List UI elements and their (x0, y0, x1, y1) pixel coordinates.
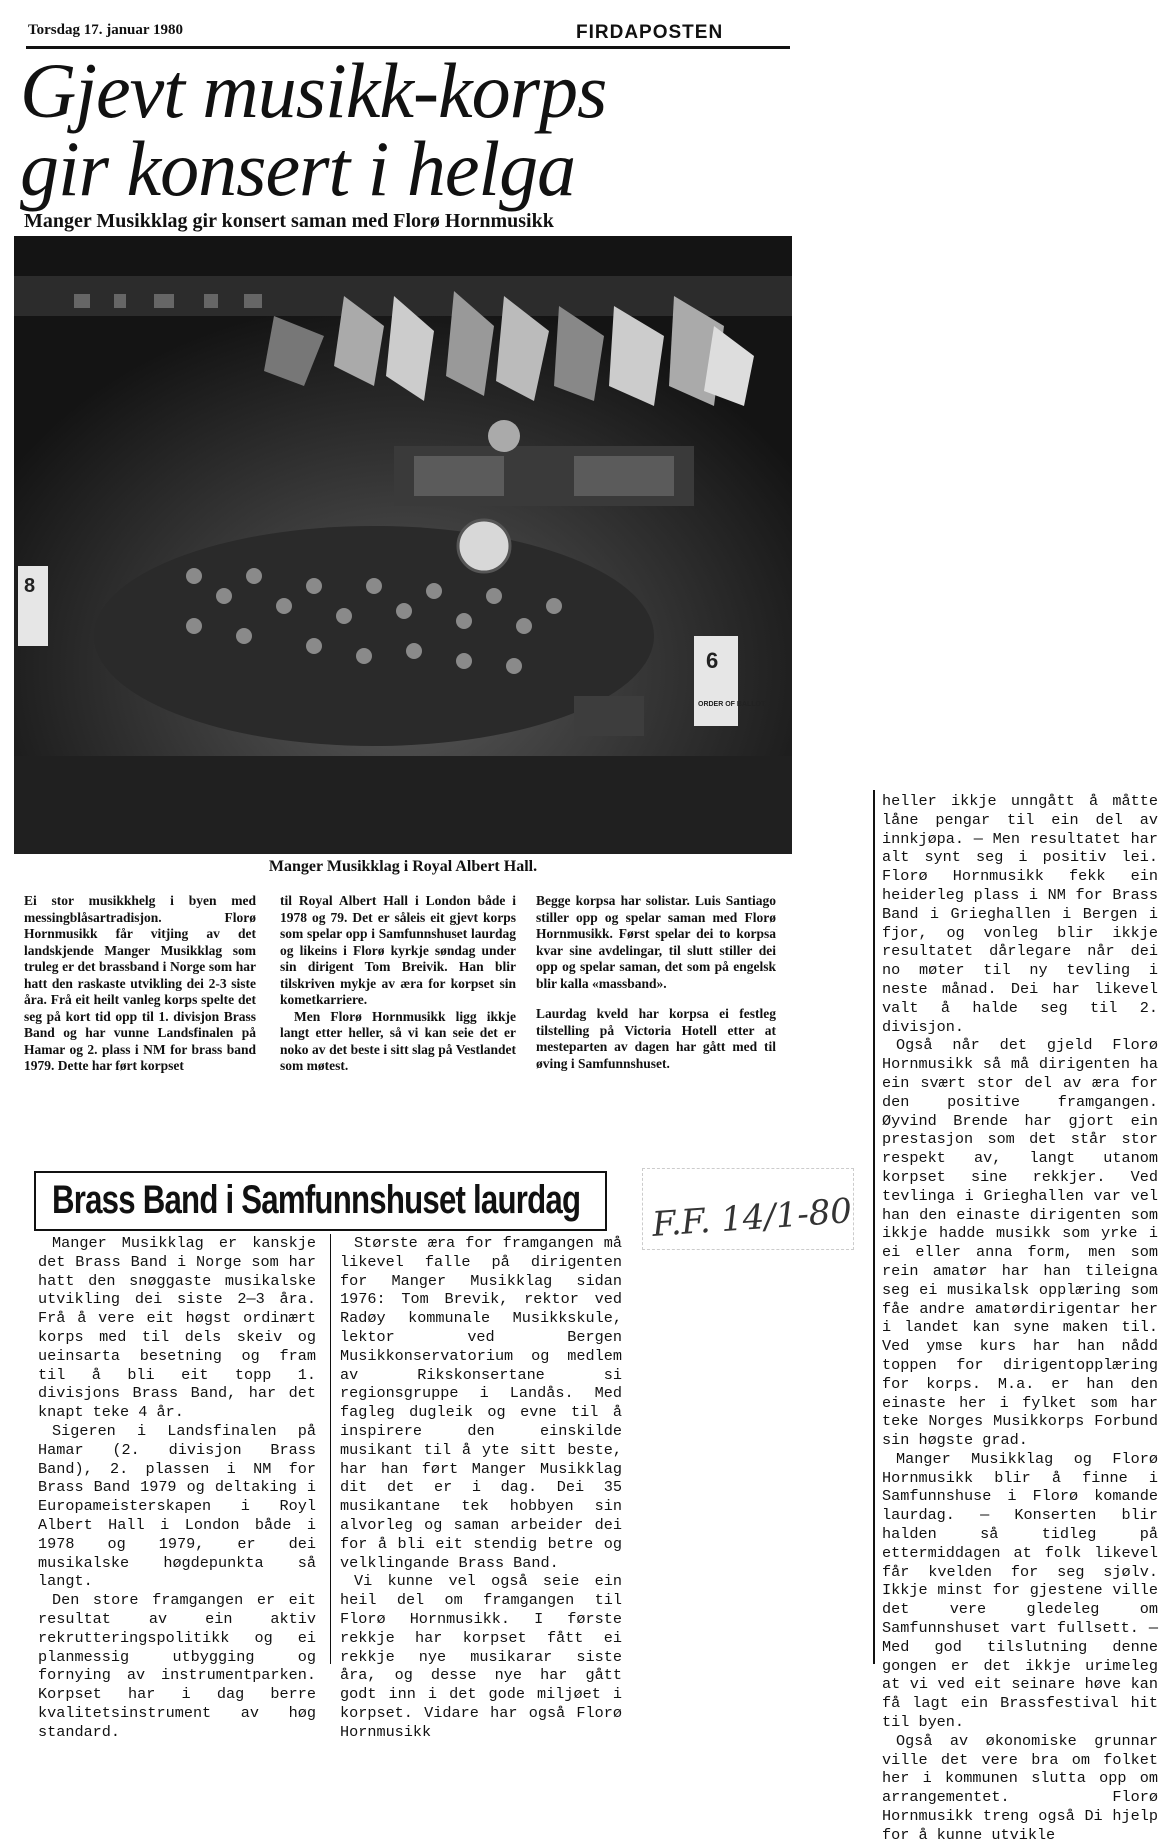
brass-paragraph: Den store framgangen er eit resultat av ein aktiv rekrutteringspolitikk og ei planmessig utbygging og fornying av instrumentparken. Korpset har i dag berre kvalitetsinstrument av høg standard. (38, 1591, 316, 1741)
bass-drum (458, 520, 510, 572)
sidebar-paragraph: Også når det gjeld Florø Hornmusikk så må dirigenten ha ein svært stor del av æra for den positive framgangen. Øyvind Brende har gjort ein prestasjon som det står stor respekt av, langt utanom korpset sine rekkjer. Ved tevlinga i Grieghallen var vel han den einaste dirigenten som ikkje hadde musikk som yrke i ei eller anna form, men som rein amatør har han tileigna seg ei musikalsk opplæring som fåe andre amatørdirigentar her i landet kan syne maken til. Ved ymse kurs har han nådd toppen for dirigentopplæring for korps. M.a. er han den einaste her i fylket som har teke Norges Musikkorps Forbund sin høgste grad. (882, 1036, 1158, 1450)
subheadline: Manger Musikklag gir konsert saman med Florø Hornmusikk (24, 210, 554, 232)
right-sign-label: ORDER OF BALLOT (698, 701, 766, 708)
photo-caption: Manger Musikklag i Royal Albert Hall. (268, 858, 538, 875)
sidebar-rule (873, 790, 875, 1664)
left-sign-number: 8 (24, 575, 36, 597)
band (94, 526, 654, 746)
podium (574, 696, 644, 736)
brass-article-title: Brass Band i Samfunnshuset laurdag (52, 1178, 581, 1222)
brass-paragraph: Manger Musikklag er kanskje det Brass Band i Norge som har hatt den snøggaste musikalske utvikling dei siste 2—3 åra. Frå å vere eit høgst ordinært korps med til dels skeiv og ueinsarta besetning og fram til å bli eit topp 1. divisjons Brass Band, har det knapt teke 4 år. (38, 1234, 316, 1422)
article-column-2 (280, 893, 516, 1075)
headline (20, 47, 800, 212)
concert-photo (14, 236, 792, 854)
article-column-1 (24, 893, 256, 1075)
brass-paragraph: Sigeren i Landsfinalen på Hamar (2. divisjon Brass Band), 2. plassen i NM for Brass Band 1979 og deltaking i Europameisterskapen i Royl Albert Hall i London både i 1978 og 1979, er dei musikalske høgdepunkta så langt. (38, 1421, 316, 1591)
stage-light (488, 420, 520, 452)
article-paragraph: til Royal Albert Hall i London både i 1978 og 79. Det er såleis eit gjevt korps som spelar opp i Samfunnshuset laurdag og likeins i Florø kyrkje søndag under sin dirigent Tom Breivik. Han blir tilskriven mykje av æra for korpset sin kometkarriere. (280, 893, 516, 1007)
newspaper-name: FIRDAPOSTEN (576, 22, 724, 43)
hall-floor (14, 756, 792, 854)
article-paragraph: Ei stor musikkhelg i byen med messingblåsartradisjon. Florø Hornmusikk får vitjing av det landskjende Manger Musikklag som truleg er det brassband i Norge som har hatt den raskaste utvikling dei 2-3 siste åra. Frå eit heilt vanleg korps spelte det seg på kort tid opp til 1. divisjon Brass Band og har vunne Landsfinalen på Hamar og 2. plass i NM for brass band 1979. Dette har ført korpset (24, 893, 256, 1073)
brass-paragraph: Vi kunne vel også seie ein heil del om framgangen til Florø Hornmusikk. I første rekkje har korpset fått ei rekkje nye musikarar siste åra, og desse nye har gått godt inn i det gode miljøet i korpset. Vidare har også Florø Hornmusikk (340, 1572, 622, 1741)
article-paragraph: Laurdag kveld har korpsa ei festleg tilstelling på Victoria Hotell etter at mesteparten av dagen har gått med til øving i Samfunnshuset. (536, 1006, 776, 1071)
brass-column-right (340, 1234, 622, 1742)
article-paragraph: Begge korpsa har solistar. Luis Santiago stiller opp og spelar saman med Florø Hornmusikk. Først spelar dei to korpsa kvar sine avdelingar, til slutt stiller dei opp og spelar saman, det som på engelsk blir kalla «massband». (536, 893, 776, 991)
brass-box-left (34, 1171, 36, 1231)
brass-column-left (38, 1234, 316, 1742)
sidebar-paragraph: Også av økonomiske grunnar ville det vere bra om folket her i kommunen slutta opp om arrangementet. Florø Hornmusikk treng også Di hjelp for å kunne utvikle (882, 1731, 1158, 1844)
headline-line-2: gir konsert i helga (20, 125, 576, 212)
article-column-3 (536, 893, 776, 1072)
article-paragraph: Men Florø Hornmusikk ligg ikkje langt etter heller, så vi kan seie det er noko av det beste i sitt slag på Vestlandet som møtest. (280, 1008, 516, 1073)
headline-line-1: Gjevt musikk-korps (20, 47, 607, 134)
sidebar-paragraph: heller ikkje unngått å måtte låne pengar til ein del av innkjøpa. — Men resultatet har alt synt seg i positiv lei. Florø Hornmusikk fekk ein heiderleg plass i NM for Brass Band i Grieghallen i Bergen i fjor, og vonleg blir ikkje resultatet dårlegare når dei no møter til ny tevling i neste månad. Dei har likevel valt å halde seg til 2. divisjon. (882, 792, 1158, 1036)
brass-box-bottom (34, 1229, 606, 1231)
brass-column-rule (330, 1234, 331, 1664)
right-sign-number: 6 (706, 648, 719, 673)
concert-photo-illustration (14, 236, 792, 854)
handwritten-note: F.F. 14/1-80 (650, 1191, 854, 1245)
brass-paragraph: Største æra for framgangen må likevel falle på dirigenten for Manger Musikklag sidan 1976: Tom Brevik, rektor ved Radøy kommunale Musikkskule, lektor ved Bergen Musikkonservatorium og medlem av Rikskonsertane si regionsgruppe i Landås. Med fagleg dugleik og evne til å inspirere den einskilde musikant til å yte sitt beste, har han ført Manger Musikklag dit det er i dag. Dei 35 musikantane tek hobbyen sin alvorleg og saman arbeider dei for å bli eit stendig betre og velklingande Brass Band. (340, 1234, 622, 1572)
sidebar-column (882, 792, 1158, 1845)
issue-date: Torsdag 17. januar 1980 (28, 22, 184, 38)
brass-box-right (605, 1171, 607, 1231)
sidebar-paragraph: Manger Musikklag og Florø Hornmusikk blir å finne i Samfunnshuse i Florø komande laurdag. — Konserten blir halden så tidleg på ettermiddagen at folk likevel får kvelden for seg sjølv. Ikkje minst for gjestene ville det vere gledeleg om Samfunnshuset vart fullsett. — Med god tilslutning denne gongen er det ikkje urimeleg at vi ved eit seinare høve kan få lagt ein Brassfestival hit til byen. (882, 1449, 1158, 1732)
brass-box-top (34, 1171, 606, 1173)
